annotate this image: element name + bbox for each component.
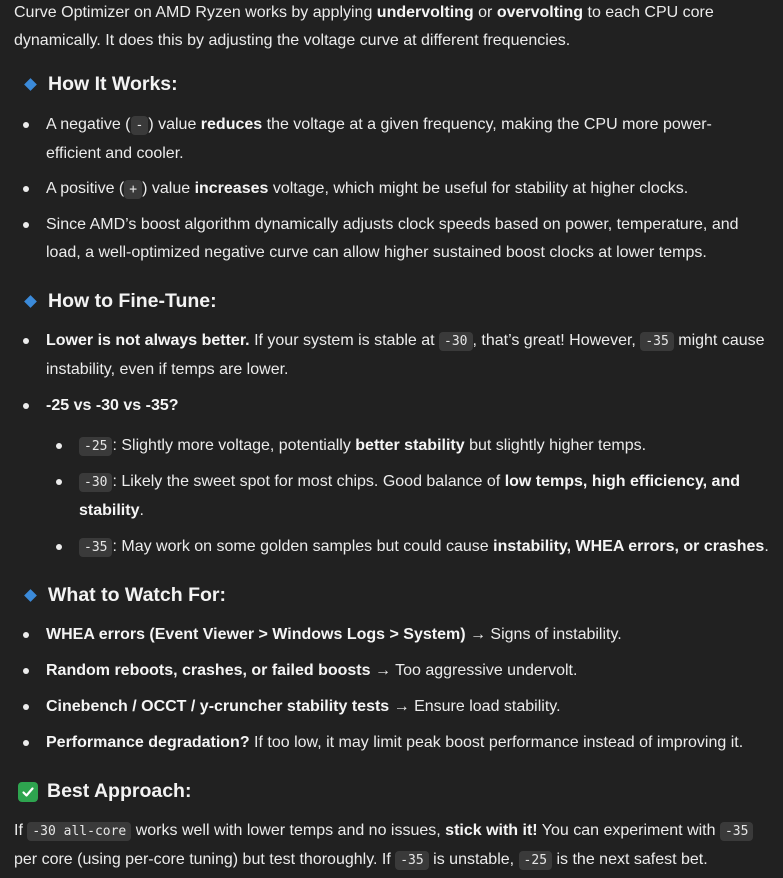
section-heading [16, 290, 217, 313]
bullet-icon [23, 338, 29, 344]
item-text: A negative ( [46, 116, 131, 133]
list-item [46, 693, 766, 721]
item-text: the voltage at a given frequency, making the CPU more power-efficient and cooler. [46, 116, 712, 162]
item-bold: increases [194, 180, 269, 197]
bullet-icon [23, 740, 29, 746]
item-text: , that’s great! However, [472, 332, 641, 349]
item-text: A positive ( [46, 180, 125, 197]
blue-diamond-icon [24, 78, 37, 91]
check-mark-icon [18, 782, 38, 802]
inline-code: -35 [640, 332, 673, 351]
bullet-icon [23, 632, 29, 638]
item-text: voltage, which might be useful for stability at higher clocks. [268, 180, 689, 197]
best-approach-paragraph [14, 817, 766, 875]
sub-list-item [79, 432, 769, 461]
item-text: → Signs of instability. [465, 626, 622, 643]
inline-code: + [124, 180, 142, 199]
inline-code: -35 [720, 822, 753, 841]
section-heading [16, 584, 226, 607]
item-bold: reduces [200, 116, 263, 133]
section-heading [16, 780, 191, 803]
para-text: per core (using per-core tuning) but test thoroughly. If [14, 851, 396, 868]
section-heading [16, 73, 178, 96]
inline-code: -35 [79, 538, 112, 557]
blue-diamond-icon [24, 295, 37, 308]
intro-text: to each CPU core dynamically. It does this by adjusting the voltage curve at different frequencies. [14, 4, 714, 49]
heading-text: Best Approach: [47, 780, 192, 802]
item-text: . [764, 538, 769, 555]
list-item [46, 327, 766, 384]
item-bold: low temps, high efficiency, and stability [79, 473, 740, 519]
item-bold: Performance degradation? [46, 734, 250, 751]
bullet-icon [23, 186, 29, 192]
item-text: might cause instability, even if temps are lower. [46, 332, 765, 378]
item-bold: instability, WHEA errors, or crashes [493, 538, 765, 555]
intro-text: Curve Optimizer on AMD Ryzen works by applying [14, 4, 377, 21]
item-bold: better stability [355, 437, 465, 454]
item-text: but slightly higher temps. [464, 437, 647, 454]
inline-code: -25 [519, 851, 552, 870]
item-text: If your system is stable at [249, 332, 440, 349]
list-item [46, 657, 766, 685]
bullet-icon [23, 222, 29, 228]
sub-list-item [79, 468, 769, 525]
para-bold: stick with it! [445, 822, 538, 839]
intro-text: or [473, 4, 497, 21]
bullet-icon [56, 479, 62, 485]
para-text: is unstable, [428, 851, 519, 868]
item-bold: -25 vs -30 vs -35? [46, 397, 179, 414]
item-bold: Random reboots, crashes, or failed boosts [46, 662, 371, 679]
bullet-icon [23, 403, 29, 409]
para-text: If [14, 822, 28, 839]
item-text: : Slightly more voltage, potentially [112, 437, 356, 454]
heading-text: How It Works: [48, 73, 178, 95]
heading-text: How to Fine-Tune: [48, 290, 217, 312]
inline-code: -30 [439, 332, 472, 351]
para-text: works well with lower temps and no issues, [131, 822, 446, 839]
bullet-icon [56, 443, 62, 449]
item-text: → Ensure load stability. [389, 698, 561, 715]
item-text: . [139, 502, 144, 519]
bullet-icon [56, 544, 62, 550]
item-bold: Cinebench / OCCT / y-cruncher stability tests [46, 698, 390, 715]
list-item [46, 111, 766, 168]
inline-code: -25 [79, 437, 112, 456]
item-text: : Likely the sweet spot for most chips. Good balance of [112, 473, 505, 490]
blue-diamond-icon [24, 589, 37, 602]
para-text: You can experiment with [537, 822, 720, 839]
bullet-icon [23, 122, 29, 128]
item-text: If too low, it may limit peak boost performance instead of improving it. [249, 734, 744, 751]
para-text: is the next safest bet. [552, 851, 708, 868]
list-item [46, 621, 766, 649]
item-text: → Too aggressive undervolt. [370, 662, 578, 679]
inline-code: -30 all-core [27, 822, 131, 841]
intro-bold: overvolting [496, 4, 584, 21]
list-item [46, 392, 766, 420]
bullet-icon [23, 704, 29, 710]
inline-code: -30 [79, 473, 112, 492]
list-item [46, 175, 766, 204]
item-bold: WHEA errors (Event Viewer > Windows Logs > System) [46, 626, 466, 643]
item-text: : May work on some golden samples but could cause [112, 538, 494, 555]
item-text: ) value [148, 116, 201, 133]
intro-paragraph [14, 0, 766, 55]
sub-list-item [79, 533, 769, 562]
list-item [46, 729, 766, 757]
item-bold: Lower is not always better. [46, 332, 250, 349]
intro-bold: undervolting [376, 4, 474, 21]
list-item [46, 211, 766, 267]
inline-code: - [131, 116, 149, 135]
item-text: ) value [142, 180, 195, 197]
bullet-icon [23, 668, 29, 674]
heading-text: What to Watch For: [48, 584, 226, 606]
inline-code: -35 [395, 851, 428, 870]
item-text: Since AMD’s boost algorithm dynamically adjusts clock speeds based on power, temperature, and load, a well-optimized negative curve can allow higher sustained boost clocks at lower temps. [46, 216, 739, 261]
